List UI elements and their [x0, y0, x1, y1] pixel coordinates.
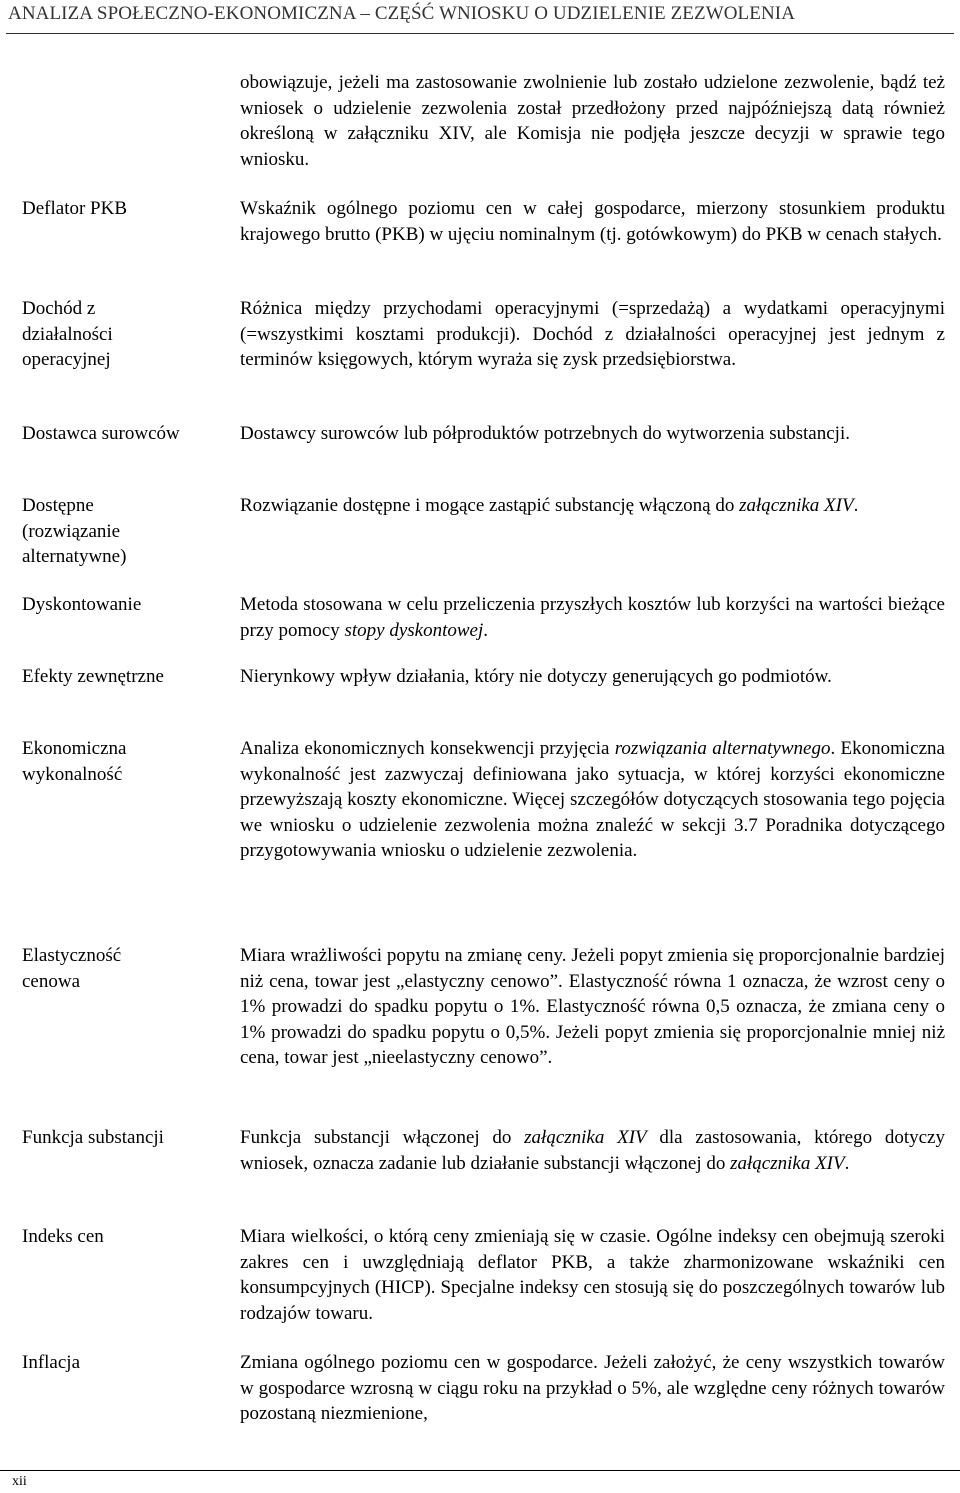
- glossary-definition: [240, 1224, 945, 1326]
- glossary-term: Ekonomiczna wykonalność: [22, 738, 127, 785]
- glossary-definition: [240, 421, 945, 447]
- definition-run: Nierynkowy wpływ działania, który nie dotyczy generujących go podmiotów.: [240, 666, 832, 687]
- definition-run: .: [483, 619, 489, 641]
- glossary-term: Dochód z działalności operacyjnej: [22, 298, 113, 370]
- glossary-term: Dostawca surowców: [22, 423, 180, 444]
- definition-run: Dostawcy surowców lub półproduktów potrzebnych do wytworzenia substancji.: [240, 423, 850, 444]
- glossary-term: Deflator PKB: [22, 198, 128, 219]
- definition-run: .: [853, 495, 859, 516]
- glossary-term: Elastyczność cenowa: [22, 945, 122, 992]
- glossary-definition: [240, 296, 945, 373]
- page-header: ANALIZA SPOŁECZNO-EKONOMICZNA – CZĘŚĆ WNIOSKU O UDZIELENIE ZEZWOLENIA: [8, 3, 796, 24]
- glossary-definition: [240, 196, 945, 247]
- glossary-term: Funkcja substancji: [22, 1127, 164, 1148]
- definition-run: Analiza ekonomicznych konsekwencji przyjęcia: [240, 738, 615, 759]
- definition-run: Zmiana ogólnego poziomu cen w gospodarce. Jeżeli założyć, że ceny wszystkich towarów w gospodarce wzrosną w ciągu roku na przykład o 5%, ale względne ceny różnych towarów pozostaną niezmienione,: [240, 1352, 945, 1424]
- glossary-term: Efekty zewnętrzne: [22, 666, 164, 687]
- definition-run: Różnica między przychodami operacyjnymi (=sprzedażą) a wydatkami operacyjnymi (=wszystkimi kosztami produkcji). Dochód z działalności operacyjnej jest jednym z terminów księgowych, którym wyraża się zysk przedsiębiorstwa.: [240, 298, 945, 370]
- definition-run: Funkcja substancji włączonej do: [240, 1127, 525, 1148]
- definition-italic-run: rozwiązania alternatywnego: [614, 738, 831, 759]
- continuation-text: obowiązuje, jeżeli ma zastosowanie zwolnienie lub zostało udzielone zezwolenie, bądź też wniosek o udzielenie zezwolenia został przedłożony przed najpóźniejszą datą również określoną w załączniku XIV, ale Komisja nie podjęła jeszcze decyzji w sprawie tego wniosku.: [240, 72, 945, 170]
- definition-run: .: [844, 1152, 850, 1174]
- glossary-term: Inflacja: [22, 1352, 81, 1373]
- glossary-definition: [240, 1350, 945, 1427]
- glossary-definition: [240, 592, 945, 643]
- glossary-definition: [240, 736, 945, 864]
- definition-run: Miara wielkości, o którą ceny zmieniają się w czasie. Ogólne indeksy cen obejmują szeroki zakres cen i uwzględniają deflator PKB, a także zharmonizowane wskaźniki cen konsumpcyjnych (HICP). Specjalne indeksy cen stosują się do poszczególnych towarów lub rodzajów towaru.: [240, 1226, 945, 1324]
- definition-run: Rozwiązanie dostępne i mogące zastąpić substancję włączoną do: [240, 495, 740, 516]
- definition-italic-run: załącznika XIV: [524, 1127, 647, 1148]
- definition-italic-run: stopy dyskontowej: [344, 619, 484, 641]
- definition-italic-run: załącznika XIV: [730, 1152, 845, 1174]
- glossary-term: Indeks cen: [22, 1226, 104, 1247]
- glossary-definition: [240, 493, 945, 519]
- footer-rule: [0, 1470, 960, 1471]
- page-number: xii: [12, 1474, 27, 1489]
- definition-italic-run: załącznika XIV: [739, 495, 854, 516]
- header-rule: [6, 33, 954, 34]
- definition-run: Wskaźnik ogólnego poziomu cen w całej gospodarce, mierzony stosunkiem produktu krajowego brutto (PKB) w ujęciu nominalnym (tj. gotówkowym) do PKB w cenach stałych.: [240, 198, 945, 245]
- glossary-definition: [240, 664, 945, 690]
- glossary-term: Dyskontowanie: [22, 594, 142, 615]
- glossary-term: Dostępne (rozwiązanie alternatywne): [22, 495, 127, 567]
- definition-run: . Ekonomiczna wykonalność jest zazwyczaj definiowana jako sytuacja, w której korzyści ekonomiczne przewyższają koszty ekonomiczne. Więcej szczegółów dotyczących stosowania tego pojęcia we wniosku o udzielenie zezwolenia można znaleźć w sekcji 3.7 Poradnika dotyczącego przygotowywania wniosku o udzielenie zezwolenia.: [240, 738, 945, 861]
- definition-run: dla zastosowania, którego dotyczy wniosek, oznacza zadanie lub działanie substancji włączonej do: [240, 1127, 945, 1174]
- definition-run: Miara wrażliwości popytu na zmianę ceny. Jeżeli popyt zmienia się proporcjonalnie bardziej niż cena, towar jest „elastyczny cenowo”. Elastyczność równa 1 oznacza, że wzrost ceny o 1% prowadzi do spadku popytu o 1%. Elastyczność równa 0,5 oznacza, że zmiana ceny o 1% prowadzi do spadku popytu o 0,5%. Jeżeli popyt zmienia się proporcjonalnie mniej niż cena, towar jest „nieelastyczny cenowo”.: [240, 945, 945, 1068]
- glossary-definition: [240, 1125, 945, 1176]
- glossary-definition: [240, 943, 945, 1071]
- definition-run: Metoda stosowana w celu przeliczenia przyszłych kosztów lub korzyści na wartości bieżące przy pomocy: [240, 594, 945, 641]
